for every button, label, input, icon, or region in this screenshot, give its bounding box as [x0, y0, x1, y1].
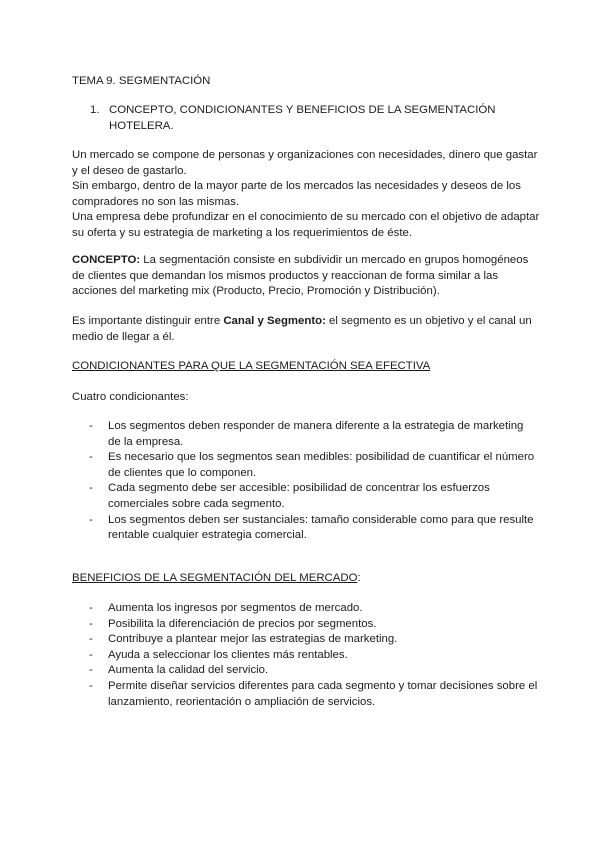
- condicionante-item: - Es necesario que los segmentos sean medibles: posibilidad de cuantificar el número de clientes que lo componen.: [89, 451, 535, 479]
- beneficio-item: - Ayuda a seleccionar los clientes más rentables.: [72, 648, 542, 664]
- section-number: 1.: [90, 104, 100, 116]
- condicionantes-list: [72, 419, 542, 544]
- beneficio-item: - Permite diseñar servicios diferentes para cada segmento y tomar decisiones sobre el lanzamiento, reorientación o ampliación de servicios.: [89, 679, 538, 708]
- dash-bullet: -: [89, 420, 93, 432]
- dash-bullet: -: [89, 451, 93, 464]
- dash-bullet: -: [89, 617, 93, 630]
- canal-paragraph: Es importante distinguir entre Canal y Segmento: el segmento es un objetivo y el canal un medio de llegar a él.: [72, 315, 532, 343]
- beneficio-item: - Posibilita la diferenciación de precios por segmentos.: [72, 617, 542, 633]
- condicionante-item: - Los segmentos deben responder de manera diferente a la estrategia de marketing de la empresa.: [89, 420, 524, 448]
- canal-segmento-bold: Canal y Segmento:: [223, 315, 326, 327]
- cuatro-condicionantes-label: Cuatro condicionantes:: [72, 391, 189, 403]
- dash-bullet: -: [89, 648, 93, 661]
- condicionantes-heading: CONDICIONANTES PARA QUE LA SEGMENTACIÓN SEA EFECTIVA: [72, 360, 431, 372]
- beneficio-item: - Contribuye a plantear mejor las estrategias de marketing.: [72, 632, 542, 648]
- beneficio-item: - Aumenta los ingresos por segmentos de mercado.: [72, 601, 542, 617]
- concepto-paragraph: CONCEPTO: La segmentación consiste en subdividir un mercado en grupos homogéneos de clientes que demandan los mismos productos y reaccionan de forma similar a las acciones del marketing mix (Producto, Precio, Promoción y Distribución).: [72, 254, 529, 298]
- concepto-label: CONCEPTO:: [72, 254, 141, 266]
- dash-bullet: -: [89, 482, 93, 495]
- section-heading-text: CONCEPTO, CONDICIONANTES Y BENEFICIOS DE LA SEGMENTACIÓN HOTELERA.: [109, 104, 496, 132]
- condicionante-item: - Cada segmento debe ser accesible: posibilidad de concentrar los esfuerzos comerciales sobre cada segmento.: [89, 482, 490, 510]
- document-title: TEMA 9. SEGMENTACIÓN: [72, 75, 211, 87]
- dash-bullet: -: [89, 513, 93, 526]
- beneficio-item: - Aumenta la calidad del servicio.: [72, 663, 542, 679]
- dash-bullet: -: [89, 679, 93, 692]
- intro-paragraph: Un mercado se compone de personas y organizaciones con necesidades, dinero que gastar y el deseo de gastarlo. Sin embargo, dentro de la mayor parte de los mercados las necesidades y deseos de los compradores no son las mismas. Una empresa debe profundizar en el conocimiento de su mercado con el objetivo de adaptar su oferta y su estrategia de marketing a los requerimientos de éste.: [72, 149, 540, 239]
- beneficios-heading: BENEFICIOS DE LA SEGMENTACIÓN DEL MERCADO:: [72, 572, 361, 584]
- beneficios-list: [72, 601, 542, 710]
- dash-bullet: -: [89, 633, 93, 646]
- dash-bullet: -: [89, 664, 93, 677]
- dash-bullet: -: [89, 602, 93, 614]
- condicionante-item: - Los segmentos deben ser sustanciales: tamaño considerable como para que resulte rentable cualquier estrategia comercial.: [89, 513, 534, 542]
